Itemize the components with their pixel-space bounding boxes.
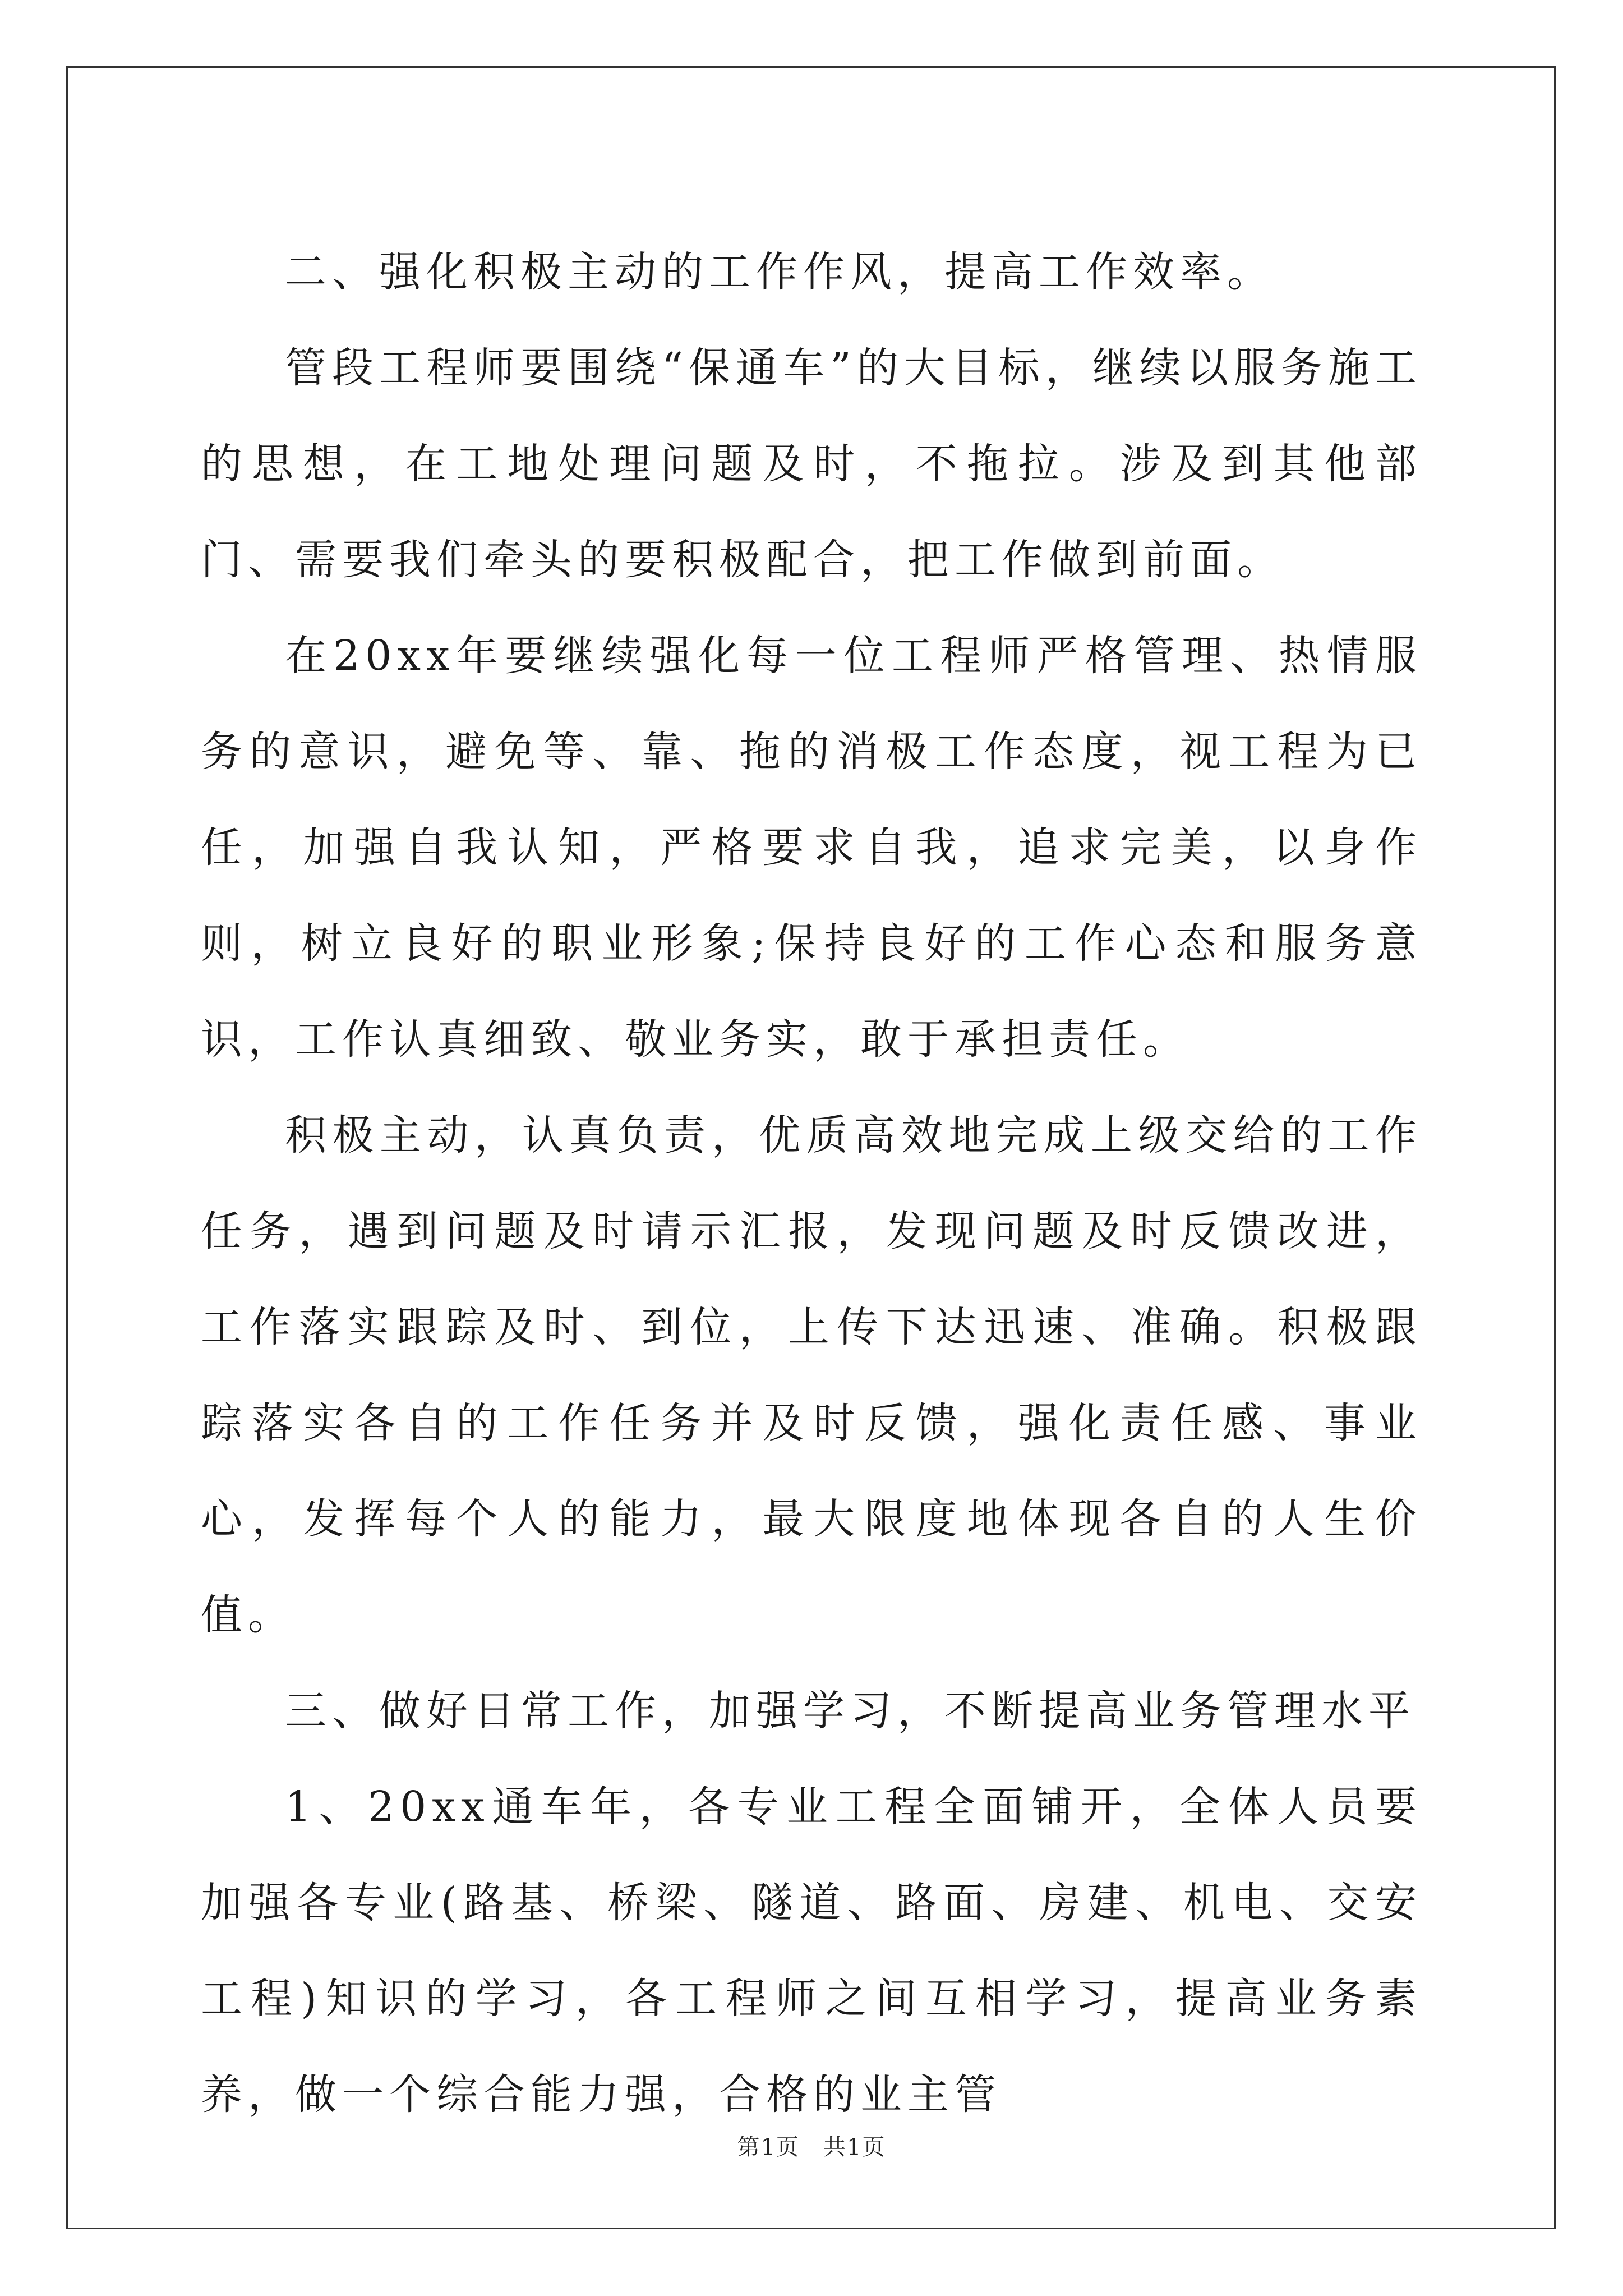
page-footer: 第1页 共1页	[737, 2134, 886, 2160]
paragraph: 管段工程师要围绕“保通车”的大目标，继续以服务施工的思想，在工地处理问题及时，不拖拉。涉及到其他部门、需要我们牵头的要积极配合，把工作做到前面。	[201, 344, 1422, 584]
document-body	[201, 224, 1422, 2143]
section-heading-3: 三、做好日常工作，加强学习，不断提高业务管理水平	[285, 1687, 1415, 1735]
paragraph: 积极主动，认真负责，优质高效地完成上级交给的工作任务，遇到问题及时请示汇报，发现问题及时反馈改进，工作落实跟踪及时、到位，上传下达迅速、准确。积极跟踪落实各自的工作任务并及时反馈，强化责任感、事业心，发挥每个人的能力，最大限度地体现各自的人生价值。	[201, 1111, 1422, 1639]
paragraph: 1、20xx通车年，各专业工程全面铺开，全体人员要加强各专业(路基、桥梁、隧道、路面、房建、机电、交安工程)知识的学习，各工程师之间互相学习，提高业务素养，做一个综合能力强，合格的业主管	[201, 1783, 1422, 2119]
paragraph: 在20xx年要继续强化每一位工程师严格管理、热情服务的意识，避免等、靠、拖的消极工作态度，视工程为已任，加强自我认知，严格要求自我，追求完美，以身作则，树立良好的职业形象;保持良好的工作心态和服务意识，工作认真细致、敬业务实，敢于承担责任。	[201, 632, 1422, 1064]
section-heading-2: 二、强化积极主动的工作作风，提高工作效率。	[285, 248, 1274, 296]
